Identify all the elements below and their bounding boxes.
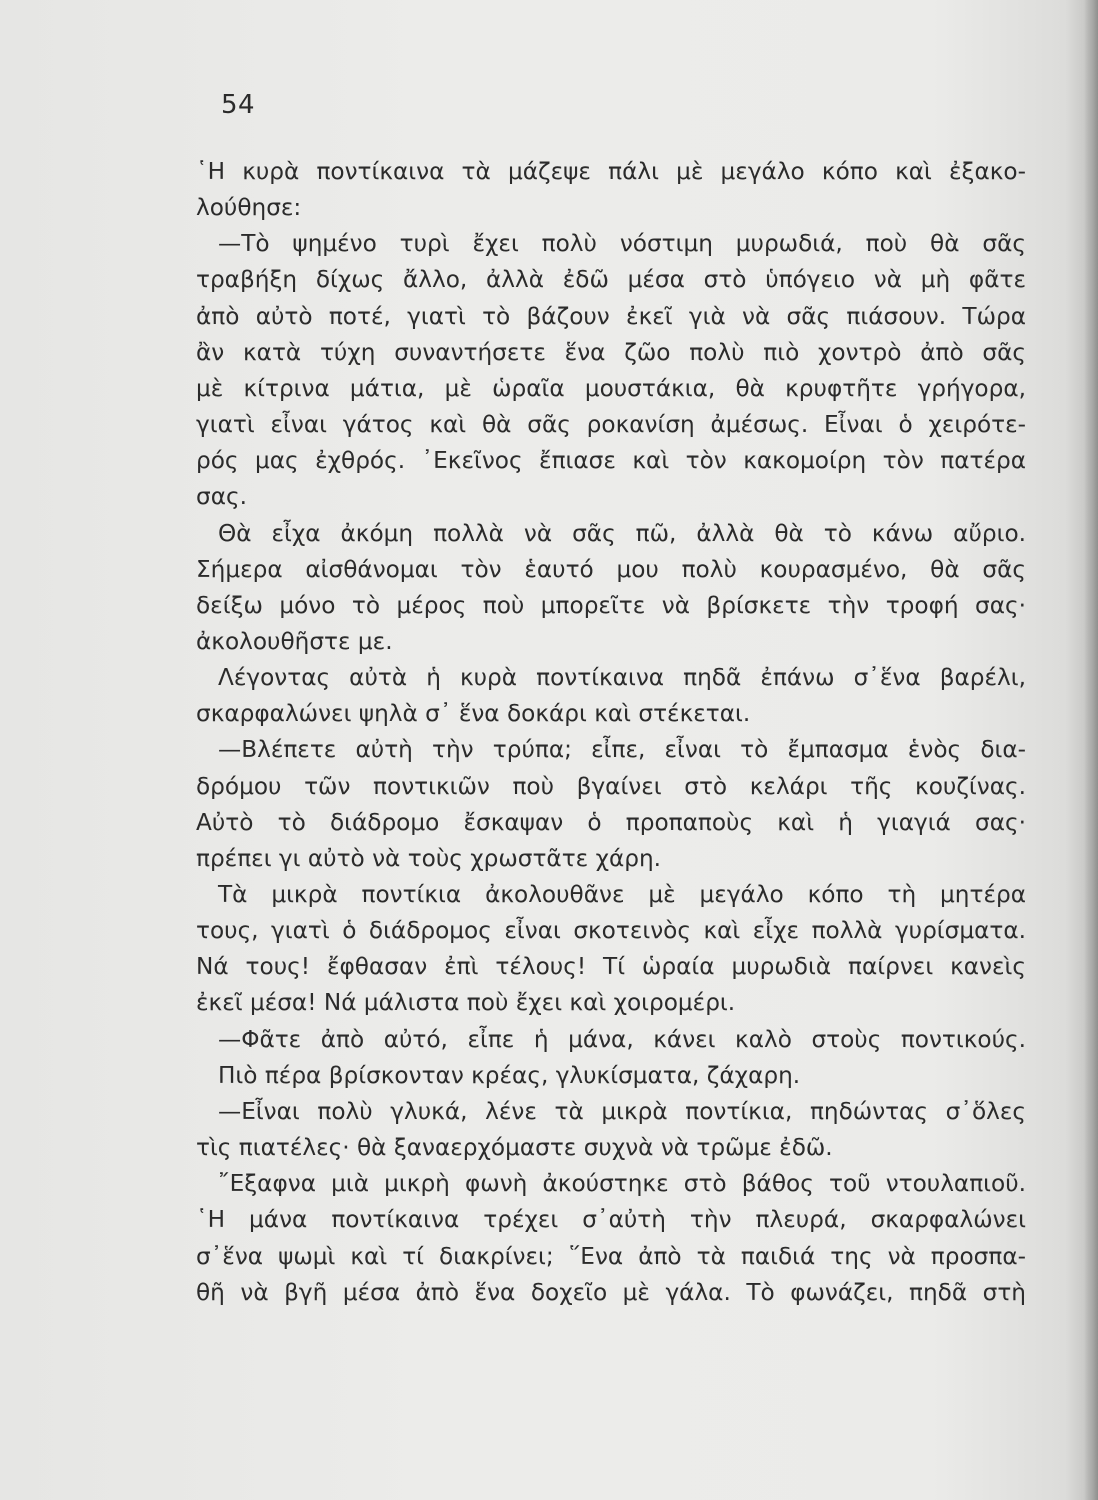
text-line: τὶς πιατέλες· θὰ ξαναερχόμαστε συχνὰ νὰ τρῶμε ἐδῶ.: [196, 1134, 833, 1162]
text-line: τους, γιατὶ ὁ διάδρομος εἶναι σκοτεινὸς καὶ εἶχε πολλὰ γυρίσματα.: [196, 917, 1026, 945]
text-line: θῆ νὰ βγῆ μέσα ἀπὸ ἕνα δοχεῖο μὲ γάλα. Τὸ φωνάζει, πηδᾶ στὴ: [196, 1278, 1026, 1306]
text-line: ἀκολουθῆστε με.: [196, 627, 393, 655]
text-line: —Φᾶτε ἀπὸ αὐτό, εἶπε ἡ μάνα, κάνει καλὸ στοὺς ποντικούς.: [218, 1025, 1026, 1053]
text-line: λούθησε:: [196, 194, 302, 222]
text-line: σ᾽ἕνα ψωμὶ καὶ τί διακρίνει; ῞Ενα ἀπὸ τὰ παιδιά της νὰ προσπα-: [196, 1242, 1026, 1270]
page-edge-shadow: [1084, 0, 1098, 1500]
text-line: τραβήξη δίχως ἄλλο, ἀλλὰ ἐδῶ μέσα στὸ ὑπόγειο νὰ μὴ φᾶτε: [196, 266, 1026, 294]
text-line: Λέγοντας αὐτὰ ἡ κυρὰ ποντίκαινα πηδᾶ ἐπάνω σ᾽ἕνα βαρέλι,: [218, 664, 1026, 692]
text-line: Τὰ μικρὰ ποντίκια ἀκολουθᾶνε μὲ μεγάλο κόπο τὴ μητέρα: [218, 881, 1026, 908]
text-line: ῾Η κυρὰ ποντίκαινα τὰ μάζεψε πάλι μὲ μεγάλο κόπο καὶ ἐξακο-: [196, 158, 1026, 185]
text-line: πρέπει γι αὐτὸ νὰ τοὺς χρωστᾶτε χάρη.: [196, 844, 662, 872]
text-line: Πιὸ πέρα βρίσκονταν κρέας, γλυκίσματα, ζάχαρη.: [218, 1061, 801, 1089]
text-line: γιατὶ εἶναι γάτος καὶ θὰ σᾶς ροκανίση ἀμέσως. Εἶναι ὁ χειρότε-: [196, 411, 1026, 439]
text-line: ἀπὸ αὐτὸ ποτέ, γιατὶ τὸ βάζουν ἐκεῖ γιὰ νὰ σᾶς πιάσουν. Τώρα: [196, 302, 1026, 330]
text-line: μὲ κίτρινα μάτια, μὲ ὡραῖα μουστάκια, θὰ κρυφτῆτε γρήγορα,: [196, 374, 1026, 402]
text-line: —Τὸ ψημένο τυρὶ ἔχει πολὺ νόστιμη μυρωδιά, ποὺ θὰ σᾶς: [218, 230, 1026, 258]
text-line: Σήμερα αἰσθάνομαι τὸν ἑαυτό μου πολὺ κουρασμένο, θὰ σᾶς: [196, 555, 1026, 583]
text-line: Αὐτὸ τὸ διάδρομο ἔσκαψαν ὁ προπαποὺς καὶ ἡ γιαγιά σας·: [196, 808, 1026, 836]
text-line: —Βλέπετε αὐτὴ τὴν τρύπα; εἶπε, εἶναι τὸ ἔμπασμα ἑνὸς δια-: [218, 736, 1026, 764]
text-line: δρόμου τῶν ποντικιῶν ποὺ βγαίνει στὸ κελάρι τῆς κουζίνας.: [196, 772, 1026, 800]
page-number: 54: [221, 90, 256, 120]
text-line: σκαρφαλώνει ψηλὰ σ᾽ ἕνα δοκάρι καὶ στέκεται.: [196, 700, 751, 728]
text-line: ρός μας ἐχθρός. ᾽Εκεῖνος ἔπιασε καὶ τὸν κακομοίρη τὸν πατέρα: [196, 447, 1026, 475]
text-line: ῾Η μάνα ποντίκαινα τρέχει σ᾽αὐτὴ τὴν πλευρά, σκαρφαλώνει: [196, 1206, 1026, 1234]
text-line: Νά τους! ἔφθασαν ἐπὶ τέλους! Τί ὡραία μυρωδιὰ παίρνει κανεὶς: [196, 953, 1026, 981]
text-line: Θὰ εἶχα ἀκόμη πολλὰ νὰ σᾶς πῶ, ἀλλὰ θὰ τὸ κάνω αὔριο.: [218, 519, 1026, 547]
text-line: ἂν κατὰ τύχη συναντήσετε ἕνα ζῶο πολὺ πιὸ χοντρὸ ἀπὸ σᾶς: [196, 338, 1026, 366]
text-line: σας.: [196, 483, 247, 511]
text-line: ἐκεῖ μέσα! Νά μάλιστα ποὺ ἔχει καὶ χοιρομέρι.: [196, 989, 736, 1017]
text-line: δείξω μόνο τὸ μέρος ποὺ μπορεῖτε νὰ βρίσκετε τὴν τροφή σας·: [196, 591, 1026, 619]
text-line: ῎Εξαφνα μιὰ μικρὴ φωνὴ ἀκούστηκε στὸ βάθος τοῦ ντουλαπιοῦ.: [218, 1170, 1026, 1198]
text-line: —Εἶναι πολὺ γλυκά, λένε τὰ μικρὰ ποντίκια, πηδώντας σ᾽ὅλες: [218, 1097, 1026, 1125]
